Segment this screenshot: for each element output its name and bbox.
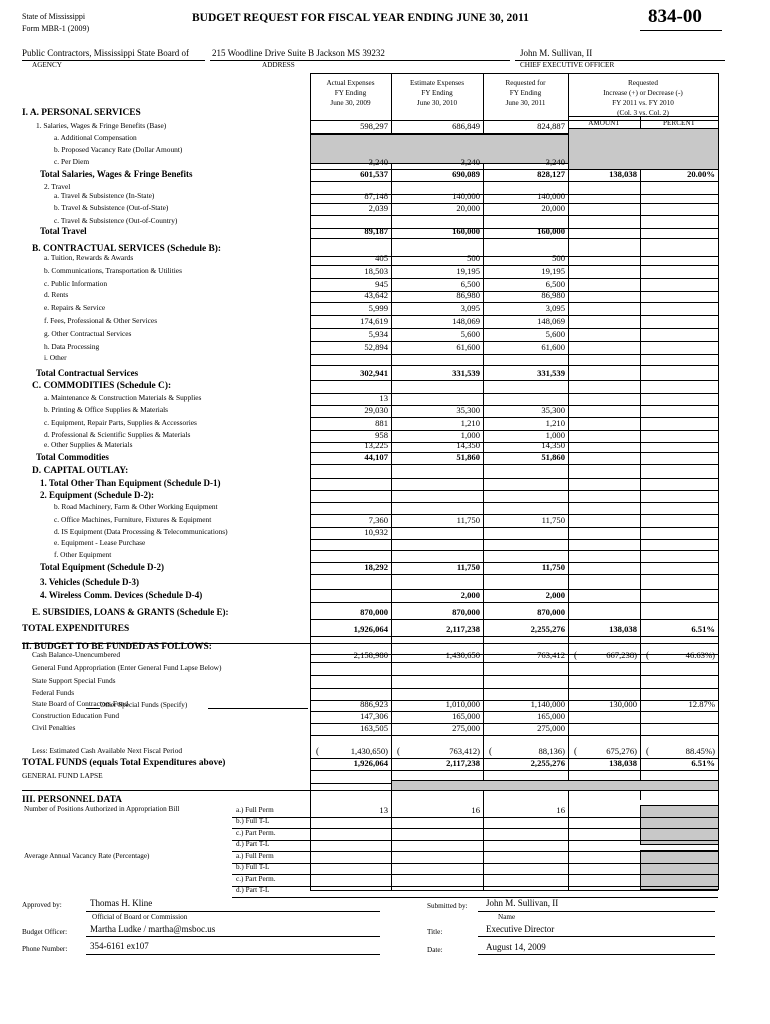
cell-amt: 667,238) xyxy=(606,650,637,660)
grid-line xyxy=(232,840,718,841)
cell-c3: 5,600 xyxy=(545,329,565,339)
row-label: c. Per Diem xyxy=(54,157,90,166)
grid-line xyxy=(310,215,718,216)
row-label: b. Road Machinery, Farm & Other Working Equipment xyxy=(54,502,218,511)
cell-c3: 35,300 xyxy=(541,405,565,415)
cell-c2: 20,000 xyxy=(456,203,480,213)
shaded-area xyxy=(640,850,719,890)
row-label: i. Other xyxy=(44,353,67,362)
personnel-sub: a.) Full Perm xyxy=(236,852,274,860)
cell-c3: 6,500 xyxy=(545,279,565,289)
col-requested-2011: Requested for xyxy=(505,79,546,87)
cell-c1: 881 xyxy=(375,418,388,428)
col-estimate-2010: June 30, 2010 xyxy=(416,99,458,107)
grid-line xyxy=(310,490,718,491)
cell-c2: 14,350 xyxy=(456,440,480,450)
grid-line xyxy=(310,619,718,620)
row-label: d. Professional & Scientific Supplies & Materials xyxy=(44,430,191,439)
grid-line xyxy=(310,181,718,182)
cell-c2: 3,240 xyxy=(460,157,480,167)
cell-c2: 690,089 xyxy=(452,169,480,179)
cell-c2: 331,539 xyxy=(452,368,480,378)
cell-c3: 500 xyxy=(552,253,565,263)
cell-pct: 46.63%) xyxy=(685,650,715,660)
cell-c3: 1,140,000 xyxy=(530,699,565,709)
cell-c3: 1,000 xyxy=(545,430,565,440)
row-label: b. Communications, Transportation & Utilities xyxy=(44,266,182,275)
grid-line xyxy=(232,874,718,875)
col-increase-decrease: (Col. 3 vs. Col. 2) xyxy=(617,109,669,117)
approved-label: Approved by: xyxy=(22,901,62,909)
grid-line xyxy=(310,735,718,736)
cell-c3: 3,095 xyxy=(545,303,565,313)
cell-c3: 86,980 xyxy=(541,290,565,300)
personnel-sub: c.) Part Perm. xyxy=(236,829,276,837)
cell-c1: 44,107 xyxy=(364,452,388,462)
row-label: 2. Travel xyxy=(44,182,71,191)
row-label: a. Maintenance & Construction Materials & Supplies xyxy=(44,393,202,402)
cell-c2: 686,849 xyxy=(452,121,480,131)
row-label: 1. Salaries, Wages & Fringe Benefits (Base) xyxy=(36,121,167,130)
positions-c3: 16 xyxy=(556,805,565,815)
row-label: e. Repairs & Service xyxy=(44,303,106,312)
title-label: Title: xyxy=(427,928,443,936)
ceo-caption: CHIEF EXECUTIVE OFFICER xyxy=(520,61,615,69)
grid-line xyxy=(310,574,718,575)
paren-open: ( xyxy=(646,650,649,660)
cell-c3: 19,195 xyxy=(541,266,565,276)
personnel-sub: c.) Part Perm. xyxy=(236,875,276,883)
budget-officer-label: Budget Officer: xyxy=(22,928,68,936)
col-requested-2011: June 30, 2011 xyxy=(505,99,546,107)
form-number: Form MBR-1 (2009) xyxy=(22,24,90,33)
grid-line xyxy=(310,662,718,663)
cell-c1: 7,360 xyxy=(368,515,388,525)
cell-c2: 2,000 xyxy=(460,590,480,600)
cell-c1: 945 xyxy=(375,279,388,289)
grid-line xyxy=(310,380,718,381)
cell-c2: 870,000 xyxy=(452,607,480,617)
cell-c3: 870,000 xyxy=(537,607,565,617)
cell-c2: 2,117,238 xyxy=(446,758,480,768)
cell-c1: 302,941 xyxy=(360,368,388,378)
grid-line xyxy=(310,478,718,479)
grid-line xyxy=(640,116,641,800)
row-label: 1. Total Other Than Equipment (Schedule D-1) xyxy=(40,478,221,488)
cell-pct: 6.51% xyxy=(691,758,715,768)
cell-c3: 824,887 xyxy=(537,121,565,131)
grid-line xyxy=(310,73,718,74)
grid-line xyxy=(310,550,718,551)
cell-c2: 275,000 xyxy=(452,723,480,733)
row-label: c. Office Machines, Furniture, Fixtures & Equipment xyxy=(54,515,212,524)
date-label: Date: xyxy=(427,946,443,954)
cell-c3: 165,000 xyxy=(537,711,565,721)
cell-c2: 51,860 xyxy=(456,452,480,462)
row-label: Cash Balance-Unencumbered xyxy=(32,650,121,659)
grid-line xyxy=(232,828,718,829)
row-label: e. Equipment - Lease Purchase xyxy=(54,538,146,547)
row-label: c. Public Information xyxy=(44,279,108,288)
row-label: Less: Estimated Cash Available Next Fiscal Period xyxy=(32,746,183,755)
cell-amt: 130,000 xyxy=(609,699,637,709)
row-label: State Board of Contractors Fund xyxy=(32,699,129,708)
grid-line xyxy=(310,602,718,603)
shaded-area xyxy=(568,128,719,170)
personnel-sub: a.) Full Perm xyxy=(236,806,274,814)
cell-c2: 3,095 xyxy=(460,303,480,313)
cell-c1: 601,537 xyxy=(360,169,388,179)
cell-c3: 14,350 xyxy=(541,440,565,450)
row-label: h. Data Processing xyxy=(44,342,100,351)
grid-line xyxy=(86,911,380,912)
paren-open: ( xyxy=(316,746,319,756)
paren-open: ( xyxy=(397,746,400,756)
cell-c2: 6,500 xyxy=(460,279,480,289)
row-label: Total Equipment (Schedule D-2) xyxy=(40,562,164,572)
grid-line xyxy=(232,817,718,818)
grid-line xyxy=(232,886,718,887)
cell-c3: 20,000 xyxy=(541,203,565,213)
phone-label: Phone Number: xyxy=(22,945,68,953)
col-estimate-2010: FY Ending xyxy=(421,89,453,97)
cell-pct: 12.87% xyxy=(688,699,715,709)
cell-c1: 1,926,064 xyxy=(353,758,388,768)
cell-c1: 870,000 xyxy=(360,607,388,617)
grid-line xyxy=(478,954,715,955)
col-actual-2009: June 30, 2009 xyxy=(330,99,371,107)
row-label: b. Printing & Office Supplies & Materials xyxy=(44,405,169,414)
agency-caption: AGENCY xyxy=(32,61,62,69)
grid-line xyxy=(310,675,718,676)
cell-c1: 52,894 xyxy=(364,342,388,352)
cell-c1: 5,999 xyxy=(368,303,388,313)
cell-c1: 43,642 xyxy=(364,290,388,300)
name-caption: Name xyxy=(498,913,516,921)
row-label: c. Equipment, Repair Parts, Supplies & Accessories xyxy=(44,418,197,427)
cell-c3: 828,127 xyxy=(537,169,565,179)
cell-c3: 61,600 xyxy=(541,342,565,352)
submitted-label: Submitted by: xyxy=(427,902,468,910)
phone-number: 354-6161 ex107 xyxy=(90,941,149,951)
cell-c3: 331,539 xyxy=(537,368,565,378)
row-label: c. Travel & Subsistence (Out-of-Country) xyxy=(54,216,178,225)
grid-line xyxy=(310,365,718,366)
grid-line xyxy=(310,238,718,239)
cell-c1: 3,240 xyxy=(368,157,388,167)
cell-c2: 763,412) xyxy=(449,746,480,756)
cell-c2: 2,117,238 xyxy=(446,624,480,634)
budget-officer-name: Martha Ludke / martha@msboc.us xyxy=(90,924,216,934)
cell-c1: 87,148 xyxy=(364,191,388,201)
cell-amt: 138,038 xyxy=(609,169,637,179)
personnel-title: III. PERSONNEL DATA xyxy=(22,795,122,805)
cell-c3: 275,000 xyxy=(537,723,565,733)
cell-c3: 2,000 xyxy=(545,590,565,600)
cell-c1: 598,297 xyxy=(360,121,388,131)
row-label: 4. Wireless Comm. Devices (Schedule D-4) xyxy=(40,590,203,600)
cell-pct: 6.51% xyxy=(691,624,715,634)
date-value: August 14, 2009 xyxy=(486,942,546,952)
cell-c2: 19,195 xyxy=(456,266,480,276)
cell-c1: 29,030 xyxy=(364,405,388,415)
agency-address: 215 Woodline Drive Suite B Jackson MS 39232 xyxy=(212,48,385,58)
grid-line xyxy=(310,636,718,637)
cell-c3: 763,412 xyxy=(537,650,565,660)
cell-c2: 1,210 xyxy=(460,418,480,428)
cell-c1: 147,306 xyxy=(360,711,388,721)
row-label: Total Salaries, Wages & Fringe Benefits xyxy=(40,169,193,179)
cell-c1: 2,158,980 xyxy=(353,650,388,660)
cell-c3: 2,255,276 xyxy=(530,758,565,768)
positions-c1: 13 xyxy=(379,805,388,815)
row-label: TOTAL FUNDS (equals Total Expenditures above) xyxy=(22,758,226,768)
grid-line xyxy=(86,936,380,937)
cell-c3: 1,210 xyxy=(545,418,565,428)
cell-pct: 88.45%) xyxy=(685,746,715,756)
row-label: C. COMMODITIES (Schedule C): xyxy=(32,381,172,391)
address-caption: ADDRESS xyxy=(262,61,295,69)
positions-label: Number of Positions Authorized in Appropriation Bill xyxy=(24,805,180,813)
row-label: b. Proposed Vacancy Rate (Dollar Amount) xyxy=(54,145,183,154)
grid-line xyxy=(86,954,380,955)
grid-line xyxy=(478,911,715,912)
cell-c2: 140,000 xyxy=(452,191,480,201)
vacancy-label: Average Annual Vacancy Rate (Percentage) xyxy=(24,852,150,860)
grid-line xyxy=(310,770,718,771)
submitted-name: John M. Sullivan, II xyxy=(486,898,559,908)
cell-amt: 138,038 xyxy=(609,624,637,634)
grid-line xyxy=(310,502,718,503)
row-label: E. SUBSIDIES, LOANS & GRANTS (Schedule E): xyxy=(32,607,229,617)
cell-amt: 675,276) xyxy=(606,746,637,756)
col-increase-decrease: Increase (+) or Decrease (-) xyxy=(603,89,683,97)
cell-c2: 1,010,000 xyxy=(445,699,480,709)
cell-c1: 5,934 xyxy=(368,329,388,339)
cell-pct: 20.00% xyxy=(687,169,715,179)
row-label: e. Other Supplies & Materials xyxy=(44,440,133,449)
positions-c2: 16 xyxy=(471,805,480,815)
col-estimate-2010: Estimate Expenses xyxy=(409,79,465,87)
cell-c1: 18,292 xyxy=(364,562,388,572)
percent-header: PERCENT xyxy=(663,119,695,127)
cell-c3: 148,069 xyxy=(537,316,565,326)
cell-c1: 10,932 xyxy=(364,527,388,537)
approved-name: Thomas H. Kline xyxy=(90,898,153,908)
row-label: g. Other Contractual Services xyxy=(44,329,132,338)
cell-c3: 11,750 xyxy=(541,515,565,525)
state-label: State of Mississippi xyxy=(22,12,86,21)
cell-c2: 1,000 xyxy=(460,430,480,440)
row-label: f. Other Equipment xyxy=(54,550,112,559)
ceo-name: John M. Sullivan, II xyxy=(520,48,593,58)
row-label: b. Travel & Subsistence (Out-of-State) xyxy=(54,203,169,212)
row-label: Civil Penalties xyxy=(32,723,76,732)
cell-c2: 500 xyxy=(467,253,480,263)
grid-line xyxy=(310,539,718,540)
cell-c1: 163,505 xyxy=(360,723,388,733)
row-label: Total Travel xyxy=(40,226,87,236)
form-code: 834-00 xyxy=(648,6,702,27)
grid-line xyxy=(232,897,718,898)
cell-c2: 86,980 xyxy=(456,290,480,300)
cell-c1: 174,619 xyxy=(360,316,388,326)
grid-line xyxy=(568,116,718,117)
grid-line xyxy=(478,936,715,937)
grid-line xyxy=(232,851,718,852)
row-label: a. Travel & Subsistence (In-State) xyxy=(54,191,155,200)
paren-open: ( xyxy=(489,746,492,756)
cell-c1: 2,039 xyxy=(368,203,388,213)
row-label: B. CONTRACTUAL SERVICES (Schedule B): xyxy=(32,244,222,254)
cell-c3: 160,000 xyxy=(537,226,565,236)
cell-c1: 13 xyxy=(379,393,388,403)
agency-name: Public Contractors, Mississippi State Board of xyxy=(22,48,189,58)
cell-c2: 148,069 xyxy=(452,316,480,326)
row-label: I. A. PERSONAL SERVICES xyxy=(22,108,141,118)
row-label: GENERAL FUND LAPSE xyxy=(22,771,103,780)
other-special-funds-label: Other Special Funds (Specify) xyxy=(100,701,188,709)
shaded-area xyxy=(640,805,719,845)
row-label: 2. Equipment (Schedule D-2): xyxy=(40,490,155,500)
cell-c1: 1,926,064 xyxy=(353,624,388,634)
cell-c2: 61,600 xyxy=(456,342,480,352)
row-label: TOTAL EXPENDITURES xyxy=(22,624,130,634)
cell-c3: 51,860 xyxy=(541,452,565,462)
row-label: General Fund Appropriation (Enter General Fund Lapse Below) xyxy=(32,663,222,672)
cell-c3: 3,240 xyxy=(545,157,565,167)
personnel-sub: d.) Part T-L xyxy=(236,886,270,894)
cell-c2: 5,600 xyxy=(460,329,480,339)
grid-line xyxy=(310,890,718,891)
cell-c1: 958 xyxy=(375,430,388,440)
amount-header: AMOUNT xyxy=(588,119,620,127)
cell-c1: 405 xyxy=(375,253,388,263)
cell-c3: 140,000 xyxy=(537,191,565,201)
row-label: Total Contractual Services xyxy=(36,368,139,378)
personnel-sub: b.) Full T-L xyxy=(236,817,270,825)
shaded-area xyxy=(391,780,719,791)
cell-c3: 2,255,276 xyxy=(530,624,565,634)
cell-c3: 11,750 xyxy=(541,562,565,572)
cell-c2: 35,300 xyxy=(456,405,480,415)
cell-c3: 88,136) xyxy=(538,746,565,756)
personnel-sub: b.) Full T-L xyxy=(236,863,270,871)
col-actual-2009: Actual Expenses xyxy=(326,79,375,87)
cell-c2: 1,430,650 xyxy=(445,650,480,660)
grid-line xyxy=(718,73,719,890)
paren-open: ( xyxy=(574,746,577,756)
col-increase-decrease: FY 2011 vs. FY 2010 xyxy=(612,99,674,107)
row-label: d. IS Equipment (Data Processing & Telecommunications) xyxy=(54,527,228,536)
cell-c1: 13,225 xyxy=(364,440,388,450)
row-label: Federal Funds xyxy=(32,688,75,697)
row-label: d. Rents xyxy=(44,290,69,299)
col-actual-2009: FY Ending xyxy=(334,89,367,97)
col-requested-2011: FY Ending xyxy=(509,89,542,97)
paren-open: ( xyxy=(646,746,649,756)
row-label: State Support Special Funds xyxy=(32,676,116,685)
cell-c2: 11,750 xyxy=(456,562,480,572)
cell-c1: 18,503 xyxy=(364,266,388,276)
row-label: a. Additional Compensation xyxy=(54,133,137,142)
cell-c2: 11,750 xyxy=(456,515,480,525)
col-increase-decrease: Requested xyxy=(628,79,658,87)
row-label: Construction Education Fund xyxy=(32,711,120,720)
cell-c1: 89,187 xyxy=(364,226,388,236)
grid-line xyxy=(232,863,718,864)
grid-line xyxy=(310,354,718,355)
row-label: a. Tuition, Rewards & Awards xyxy=(44,253,134,262)
row-label: f. Fees, Professional & Other Services xyxy=(44,316,158,325)
row-label: Total Commodities xyxy=(36,452,109,462)
cell-amt: 138,038 xyxy=(609,758,637,768)
approved-sub: Official of Board or Commission xyxy=(92,913,188,921)
cell-c2: 165,000 xyxy=(452,711,480,721)
cell-c1: 1,430,650) xyxy=(350,746,388,756)
personnel-sub: d.) Part T-L xyxy=(236,840,270,848)
grid-line xyxy=(310,688,718,689)
grid-line xyxy=(310,464,718,465)
cell-c1: 886,923 xyxy=(360,699,388,709)
row-label: II. BUDGET TO BE FUNDED AS FOLLOWS: xyxy=(22,642,212,652)
title-value: Executive Director xyxy=(486,924,555,934)
row-label: 3. Vehicles (Schedule D-3) xyxy=(40,577,139,587)
form-title: BUDGET REQUEST FOR FISCAL YEAR ENDING JUNE 30, 2011 xyxy=(192,12,529,24)
cell-c2: 160,000 xyxy=(452,226,480,236)
paren-open: ( xyxy=(574,650,577,660)
row-label: D. CAPITAL OUTLAY: xyxy=(32,466,129,476)
